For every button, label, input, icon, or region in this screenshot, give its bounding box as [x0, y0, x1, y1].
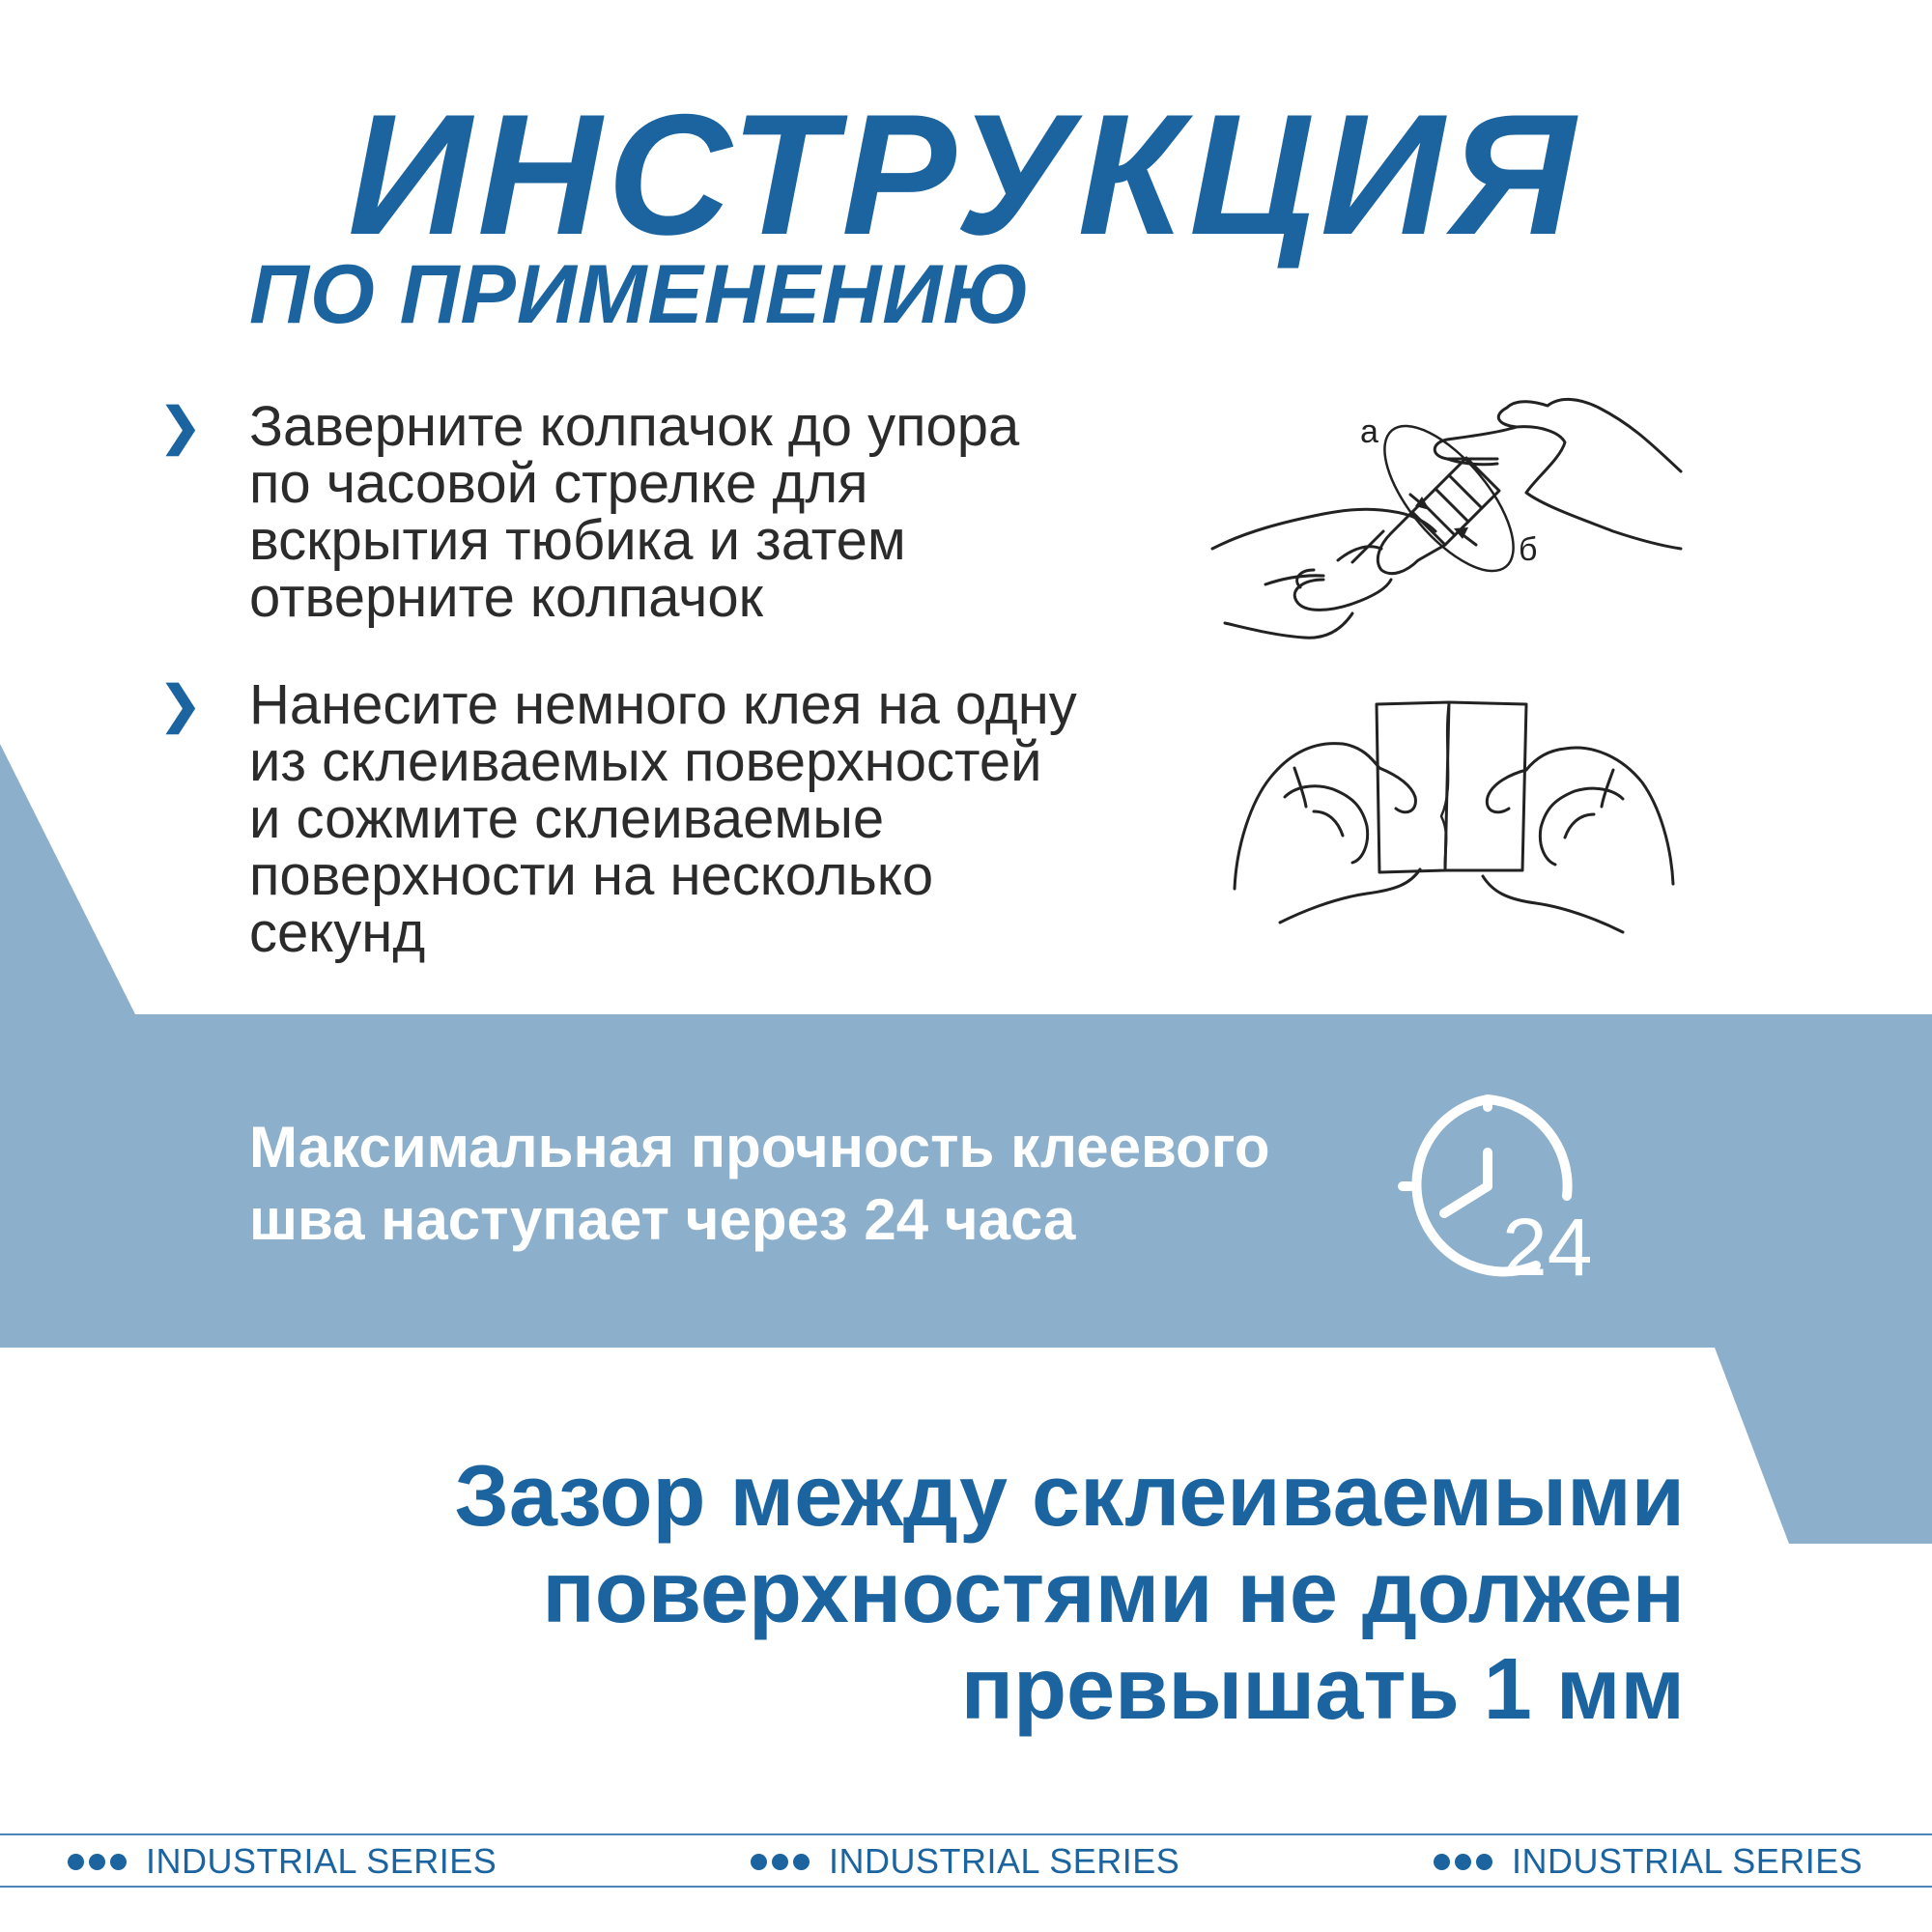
step-2 — [159, 673, 1203, 964]
label-b: б — [1519, 531, 1538, 568]
gap-note: Зазор между склеиваемыми поверхностями не должен превышать 1 мм — [454, 1448, 1685, 1738]
press-surfaces-illustration — [1227, 691, 1681, 942]
dots-icon — [751, 1854, 810, 1870]
step-1-text: Заверните колпачок до упора по часовой стрелке для вскрытия тюбика и затем отверните колпачок — [249, 395, 1020, 629]
footer-series-1 — [68, 1841, 497, 1882]
twist-cap-illustration — [1208, 386, 1690, 657]
footer-top-rule — [0, 1833, 1932, 1835]
step-1 — [159, 395, 1203, 629]
series-label: INDUSTRIAL SERIES — [146, 1841, 497, 1881]
label-a: а — [1360, 413, 1378, 450]
page-title: ИНСТРУКЦИЯ — [348, 78, 1581, 270]
step-2-text: Нанесите немного клея на одну из склеиваемых поверхностей и сожмите склеиваемые поверхности на несколько секунд — [249, 673, 1077, 964]
footer-bottom-rule — [0, 1886, 1932, 1888]
footer-series-2 — [751, 1841, 1179, 1882]
clock-24-icon — [1391, 1090, 1604, 1293]
page-subtitle: ПО ПРИМЕНЕНИЮ — [249, 248, 1031, 341]
dots-icon — [68, 1854, 127, 1870]
cure-time-note: Максимальная прочность клеевого шва наступает через 24 часа — [249, 1115, 1270, 1252]
footer-series-3 — [1434, 1841, 1862, 1882]
dots-icon — [1434, 1854, 1492, 1870]
series-label: INDUSTRIAL SERIES — [829, 1841, 1180, 1881]
chevron-right-icon: ❯ — [159, 399, 202, 455]
chevron-right-icon: ❯ — [159, 677, 202, 733]
clock-number: 24 — [1502, 1202, 1593, 1293]
series-label: INDUSTRIAL SERIES — [1512, 1841, 1863, 1881]
